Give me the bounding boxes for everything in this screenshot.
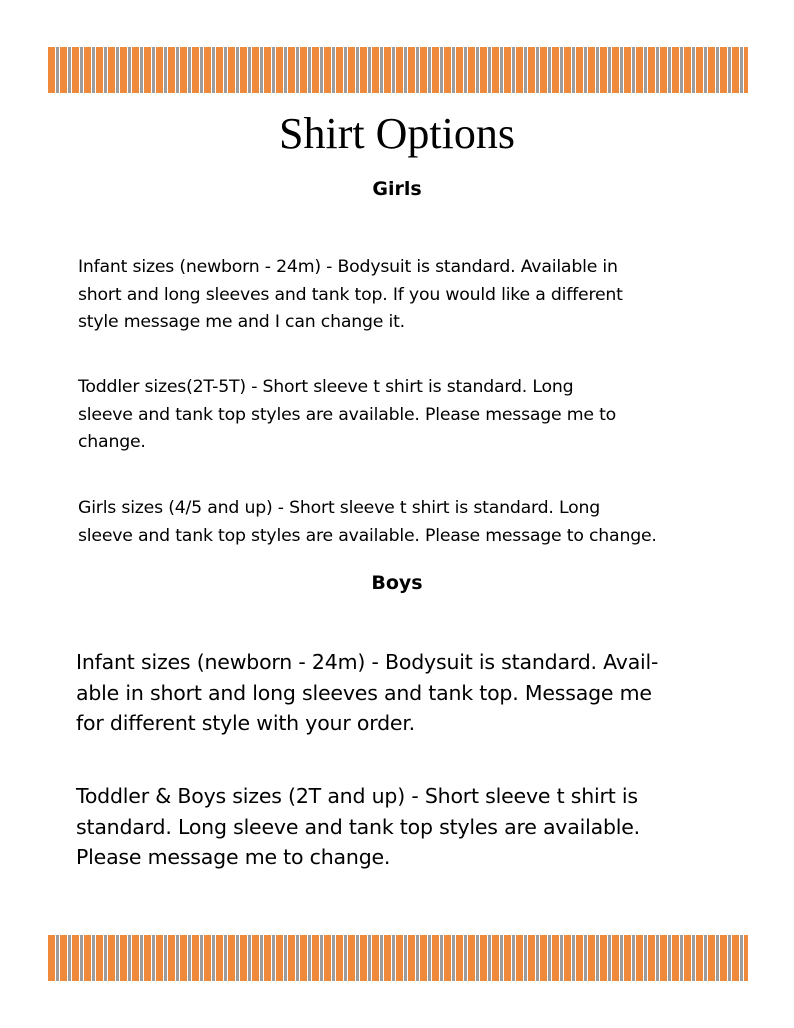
page-title: Shirt Options bbox=[279, 109, 515, 158]
bottom-stripe-border bbox=[48, 935, 748, 981]
boys-toddler-paragraph: Toddler & Boys sizes (2T and up) - Short sleeve t shirt is standard. Long sleeve and tank top styles are available. Please message me to change. bbox=[76, 784, 640, 869]
section-heading-boys: Boys bbox=[371, 572, 423, 594]
top-stripe-border bbox=[48, 47, 748, 93]
girls-toddler-paragraph: Toddler sizes(2T-5T) - Short sleeve t shirt is standard. Long sleeve and tank top styles are available. Please message me to change. bbox=[78, 377, 617, 452]
girls-sizes-paragraph: Girls sizes (4/5 and up) - Short sleeve t shirt is standard. Long sleeve and tank top styles are available. Please message to change. bbox=[78, 498, 657, 546]
girls-infant-paragraph: Infant sizes (newborn - 24m) - Bodysuit is standard. Available in short and long sleeves and tank top. If you would like a different style message me and I can change it. bbox=[78, 257, 623, 332]
section-heading-girls: Girls bbox=[372, 178, 422, 200]
boys-infant-paragraph: Infant sizes (newborn - 24m) - Bodysuit is standard. Avail- able in short and long sleeves and tank top. Message me for different style with your order. bbox=[76, 650, 659, 735]
